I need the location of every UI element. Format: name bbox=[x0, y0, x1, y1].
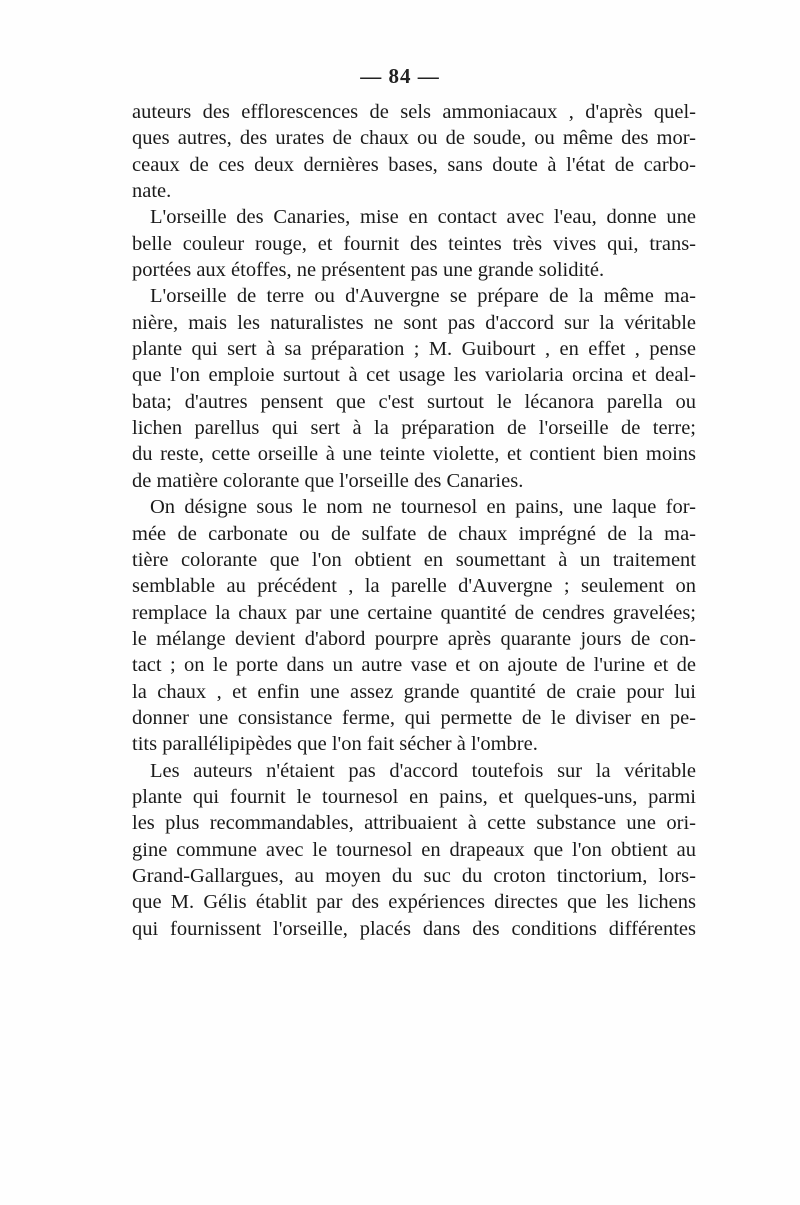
text-line: plante qui fournit le tournesol en pains, et quelques-uns, parmi bbox=[132, 785, 696, 808]
text-line: ques autres, des urates de chaux ou de soude, ou même des mor- bbox=[132, 127, 696, 150]
text-line: belle couleur rouge, et fournit des teintes très vives qui, trans- bbox=[132, 232, 696, 255]
text-line: ceaux de ces deux dernières bases, sans doute à l'état de carbo- bbox=[132, 153, 696, 176]
body-text bbox=[132, 99, 696, 942]
text-line: auteurs des efflorescences de sels ammoniacaux , d'après quel- bbox=[132, 101, 696, 123]
text-line: donner une consistance ferme, qui permette de le diviser en pe- bbox=[132, 706, 696, 729]
text-line: semblable au précédent , la parelle d'Auvergne ; seulement on bbox=[132, 575, 696, 598]
text-line: nière, mais les naturalistes ne sont pas d'accord sur la véritable bbox=[132, 311, 696, 334]
text-line: de matière colorante que l'orseille des Canaries. bbox=[132, 469, 524, 492]
text-line: Les auteurs n'étaient pas d'accord toutefois sur la véritable bbox=[150, 759, 696, 782]
page-number: — 84 — bbox=[360, 64, 440, 88]
text-line: la chaux , et enfin une assez grande quantité de craie pour lui bbox=[132, 680, 696, 703]
text-line: remplace la chaux par une certaine quantité de cendres gravelées; bbox=[132, 601, 696, 624]
text-line: tits parallélipipèdes que l'on fait sécher à l'ombre. bbox=[132, 733, 538, 756]
text-line: L'orseille des Canaries, mise en contact avec l'eau, donne une bbox=[150, 206, 696, 229]
text-line: plante qui sert à sa préparation ; M. Guibourt , en effet , pense bbox=[132, 338, 696, 361]
text-line: que l'on emploie surtout à cet usage les variolaria orcina et deal- bbox=[132, 364, 696, 387]
text-line: tact ; on le porte dans un autre vase et on ajoute de l'urine et de bbox=[132, 654, 696, 677]
text-line: L'orseille de terre ou d'Auvergne se prépare de la même ma- bbox=[150, 285, 696, 308]
text-line: portées aux étoffes, ne présentent pas une grande solidité. bbox=[132, 259, 605, 282]
text-line: On désigne sous le nom ne tournesol en pains, une laque for- bbox=[150, 496, 696, 519]
text-line: bata; d'autres pensent que c'est surtout le lécanora parella ou bbox=[132, 390, 696, 413]
text-line: du reste, cette orseille à une teinte violette, et contient bien moins bbox=[132, 443, 696, 466]
text-line: le mélange devient d'abord pourpre après quarante jours de con- bbox=[132, 627, 696, 650]
text-line: les plus recommandables, attribuaient à cette substance une ori- bbox=[132, 812, 696, 835]
text-line: tière colorante que l'on obtient en soumettant à un traitement bbox=[132, 548, 696, 571]
text-line: gine commune avec le tournesol en drapeaux que l'on obtient au bbox=[132, 838, 696, 861]
text-line: nate. bbox=[132, 180, 172, 203]
text-line: Grand-Gallargues, au moyen du suc du croton tinctorium, lors- bbox=[132, 864, 696, 887]
text-line: lichen parellus qui sert à la préparation de l'orseille de terre; bbox=[132, 417, 696, 440]
text-line: qui fournissent l'orseille, placés dans des conditions différentes bbox=[132, 917, 696, 940]
text-line: que M. Gélis établit par des expériences directes que les lichens bbox=[132, 891, 696, 914]
text-line: mée de carbonate ou de sulfate de chaux imprégné de la ma- bbox=[132, 522, 696, 545]
